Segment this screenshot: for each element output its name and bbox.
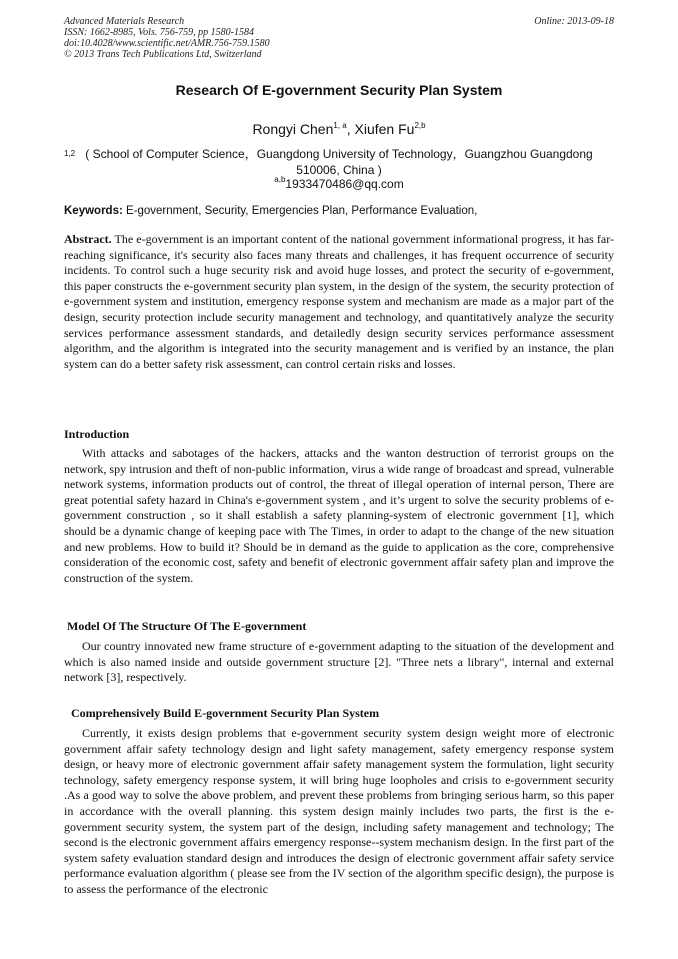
email-sup: a,b	[274, 175, 286, 184]
journal-header	[64, 16, 444, 60]
email-address[interactable]: 1933470486@qq.com	[285, 177, 404, 191]
author-separator: ,	[346, 121, 355, 137]
author-1-sup: 1, a	[333, 121, 347, 130]
author-line	[64, 121, 614, 137]
section-heading-plan-system: Comprehensively Build E-government Security Plan System	[71, 706, 380, 720]
section-text-introduction: With attacks and sabotages of the hackers, attacks and the wanton destruction of terrorist groups on the network, spy intrusion and theft of non-public information, virus a wide range of broadcast and spread, vulnerable network systems, information products out of control, the threat of illegal operation of internal person, There are great potential safety hazard in China's e-government system , and it’s urgent to solve the security problems of e-government construction , so it shall establish a safety planning-system of electronic government [1], which should be a dynamic change of keeping pace with The Times, in order to adapt to the change of the new situation and new problems. How to build it? Should be in demand as the guide to application as the core, comprehensive consideration of the economic cost, safety and benefit of electronic government affair safety plan and improve the construction of the system.	[64, 446, 614, 585]
online-date: Online: 2013-09-18	[534, 16, 614, 27]
author-2: Xiufen Fu	[354, 121, 415, 137]
copyright-line: © 2013 Trans Tech Publications Ltd, Switzerland	[64, 49, 262, 60]
affiliation-sup: 1,2	[64, 149, 76, 158]
journal-name: Advanced Materials Research	[64, 16, 185, 27]
keywords-label: Keywords:	[64, 205, 123, 217]
abstract	[64, 232, 614, 372]
section-text-model: Our country innovated new frame structure of e-government adapting to the situation of the development and which is also named inside and outside government structure [2]. "Three nets a library", internal and external network [3], respectively.	[64, 639, 614, 685]
keywords-text: E-government, Security, Emergencies Plan, Performance Evaluation,	[122, 205, 478, 217]
section-text-plan-system: Currently, it exists design problems that e-government security system design weight more of electronic government affair safety technology design and light safety management, safety emergency response system design, or heavy more of electronic government affair safety management system the formulation, light security technology, safety emergency response system, it will bring huge loopholes and crisis to e-government security .As a good way to solve the above problem, and prevent these problems from bringing serious harm, so this paper in accordance with the overall planning. this system design mainly includes two parts, the first is the e-government security system, the system part of the design, including safety management and technology; The second is the electronic government affairs emergency response--system mechanism design. In the first part of the system safety evaluation standard design and introduces the design of electronic government affair safety service performance evaluation algorithm ( please see from the IV section of the algorithm specific design), the purpose is to assess the performance of the electronic	[64, 726, 614, 896]
affiliation-text: ( School of Computer Science，Guangdong University of Technology，Guangzhou Guangdong 510006, China )	[85, 147, 593, 177]
section-heading-model: Model Of The Structure Of The E-government	[67, 619, 307, 633]
issn-line: ISSN: 1662-8985, Vols. 756-759, pp 1580-1584	[64, 27, 254, 38]
email-line	[64, 175, 614, 191]
paper-title: Research Of E-government Security Plan System	[175, 82, 503, 98]
author-1: Rongyi Chen	[252, 121, 334, 137]
author-2-sup: 2,b	[414, 121, 426, 130]
section-heading-introduction: Introduction	[64, 427, 130, 441]
doi-line[interactable]: doi:10.4028/www.scientific.net/AMR.756-759.1580	[64, 38, 270, 49]
keywords	[64, 205, 614, 217]
abstract-label: Abstract.	[64, 232, 112, 246]
abstract-text: The e-government is an important content of the national government informational progress, it has far-reaching significance, it's security also faces many threats and challenges, it has frequent occurrence of security incidents. To control such a huge security risk and avoid huge losses, and protect the security of e-government, this paper constructs the e-government security plan system, in the design of the system, the security protection of e-government system and institution, emergency response system and mechanism are made as a major part of the design, security protection include security management and technology, and quantitatively analyze the security services performance assessment standards, and detailedly design security services performance assessment algorithm, and the algorithm is integrated into the security management and is verified by an instance, the plan system can do a better safety risk assessment, can control certain risks and losses.	[64, 232, 614, 371]
affiliation	[64, 146, 614, 178]
